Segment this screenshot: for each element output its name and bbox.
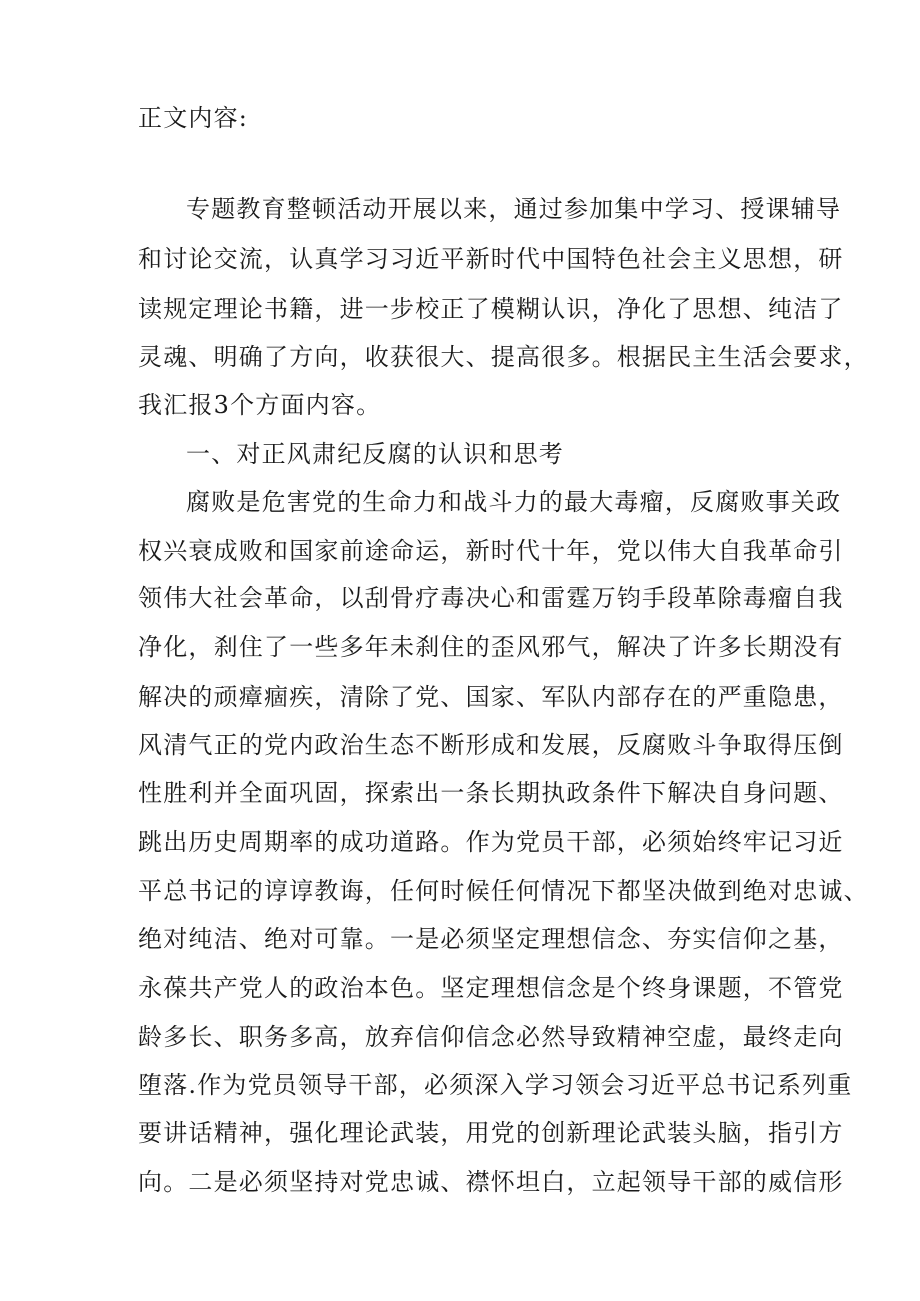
document-heading: 正文内容: <box>138 104 249 132</box>
body-line: 龄多长、职务多高，放弃信仰信念必然导致精神空虚，最终走向 <box>138 1023 844 1051</box>
body-line: 灵魂、明确了方向，收获很大、提高很多。根据民主生活会要求， <box>138 343 869 371</box>
body-line: 堕落.作为党员领导干部，必须深入学习领会习近平总书记系列重 <box>138 1071 853 1099</box>
body-line: 解决的顽瘴痼疾，清除了党、国家、军队内部存在的严重隐患， <box>138 683 844 711</box>
body-line: 永葆共产党人的政治本色。坚定理想信念是个终身课题，不管党 <box>138 974 844 1002</box>
body-line: 风清气正的党内政治生态不断形成和发展，反腐败斗争取得压倒 <box>138 731 844 759</box>
body-line: 和讨论交流，认真学习习近平新时代中国特色社会主义思想，研 <box>138 245 844 273</box>
body-line: 专题教育整顿活动开展以来，通过参加集中学习、授课辅导 <box>186 195 842 223</box>
body-line: 平总书记的谆谆教诲，任何时候任何情况下都坚决做到绝对忠诚、 <box>138 877 869 905</box>
section-heading: 一、对正风肃纪反腐的认识和思考 <box>186 440 564 468</box>
body-line: 读规定理论书籍，进一步校正了模糊认识，净化了思想、纯洁了 <box>138 295 844 323</box>
body-line: 净化，刹住了一些多年未刹住的歪风邪气，解决了许多长期没有 <box>138 633 844 661</box>
body-line: 性胜利并全面巩固，探索出一条长期执政条件下解决自身问题、 <box>138 779 844 807</box>
body-line: 要讲话精神，强化理论武装，用党的创新理论武装头脑，指引方 <box>138 1119 844 1147</box>
body-line: 领伟大社会革命，以刮骨疗毒决心和雷霆万钧手段革除毒瘤自我 <box>138 584 844 612</box>
body-line: 跳出历史周期率的成功道路。作为党员干部，必须始终牢记习近 <box>138 828 844 856</box>
body-line: 权兴衰成败和国家前途命运，新时代十年，党以伟大自我革命引 <box>138 537 844 565</box>
body-line: 我汇报3个方面内容。 <box>138 391 382 419</box>
body-line: 绝对纯洁、绝对可靠。一是必须坚定理想信念、夯实信仰之基， <box>138 925 844 953</box>
body-line: 腐败是危害党的生命力和战斗力的最大毒瘤，反腐败事关政 <box>186 488 842 516</box>
body-line: 向。二是必须坚持对党忠诚、襟怀坦白，立起领导干部的威信形 <box>138 1168 844 1196</box>
